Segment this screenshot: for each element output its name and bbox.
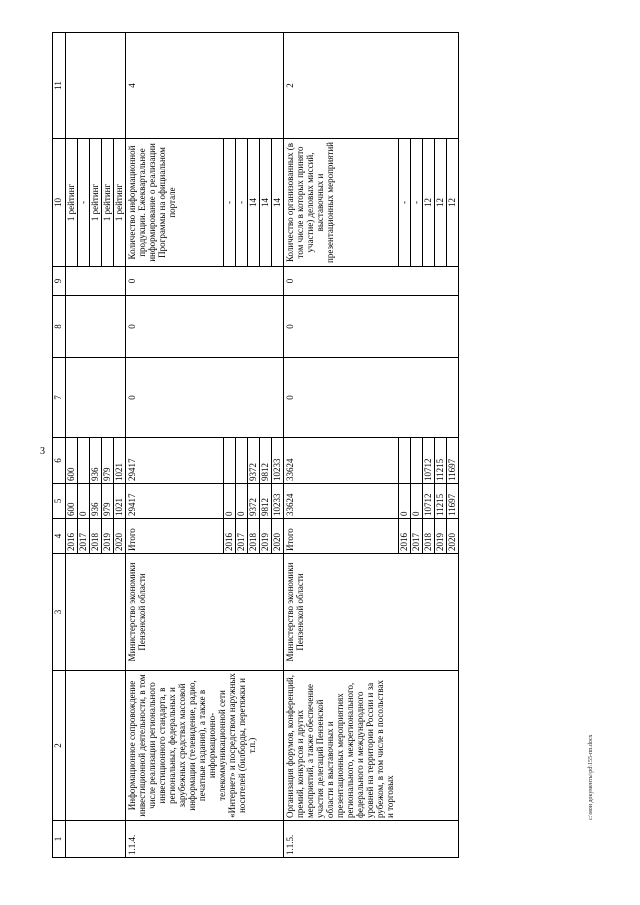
table-cell: 1021 bbox=[114, 484, 126, 519]
table-cell: 11215 bbox=[435, 484, 447, 519]
table-cell: 2 bbox=[284, 33, 459, 139]
col-header: 2 bbox=[53, 671, 66, 821]
table-cell: 0 bbox=[411, 484, 423, 519]
table-cell: 979 bbox=[102, 438, 114, 484]
table-cell: 12 bbox=[423, 139, 435, 267]
total-label: Итого bbox=[126, 519, 224, 554]
year-cell: 2017 bbox=[411, 519, 423, 554]
table-cell: 29417 bbox=[126, 484, 224, 519]
year-cell: 2019 bbox=[102, 519, 114, 554]
year-cell: 2016 bbox=[399, 519, 411, 554]
table-cell: 11215 bbox=[435, 438, 447, 484]
col-header: 1 bbox=[53, 821, 66, 858]
table-cell: 14 bbox=[248, 139, 260, 267]
table-cell: 600 bbox=[66, 484, 78, 519]
page-number: 3 bbox=[40, 446, 45, 457]
item-number: 1.1.4. bbox=[126, 821, 284, 858]
table-cell: - bbox=[411, 139, 423, 267]
table-cell: 979 bbox=[102, 484, 114, 519]
col-header: 8 bbox=[53, 296, 66, 358]
rotated-table-wrapper bbox=[52, 33, 580, 858]
table-cell bbox=[66, 33, 126, 139]
table-cell bbox=[66, 358, 126, 438]
year-cell: 2020 bbox=[114, 519, 126, 554]
program-table bbox=[52, 32, 459, 858]
total-label: Итого bbox=[284, 519, 399, 554]
col-header: 10 bbox=[53, 139, 66, 267]
table-cell: 1021 bbox=[114, 438, 126, 484]
table-cell bbox=[236, 438, 248, 484]
year-cell: 2019 bbox=[435, 519, 447, 554]
table-cell: 9812 bbox=[260, 484, 272, 519]
col-header: 11 bbox=[53, 33, 66, 139]
year-cell: 2017 bbox=[78, 519, 90, 554]
table-row bbox=[66, 33, 78, 858]
table-cell: 10712 bbox=[423, 484, 435, 519]
column-number-header-row bbox=[53, 33, 66, 858]
table-row bbox=[126, 33, 224, 858]
table-cell: 0 bbox=[284, 267, 459, 296]
col-header: 6 bbox=[53, 438, 66, 484]
table-cell: 9372 bbox=[248, 438, 260, 484]
table-cell: - bbox=[224, 139, 236, 267]
executor: Министерство экономики Пензенской области bbox=[126, 554, 284, 671]
table-cell: 1 рейтинг bbox=[66, 139, 78, 267]
table-cell: 0 bbox=[126, 296, 284, 358]
executor: Министерство экономики Пензенской области bbox=[284, 554, 459, 671]
table-cell bbox=[224, 438, 236, 484]
table-cell: 0 bbox=[284, 296, 459, 358]
table-cell: 11697 bbox=[447, 484, 459, 519]
table-cell: 0 bbox=[224, 484, 236, 519]
table-cell: 9812 bbox=[260, 438, 272, 484]
table-cell: 12 bbox=[447, 139, 459, 267]
year-cell: 2018 bbox=[90, 519, 102, 554]
col-header: 3 bbox=[53, 554, 66, 671]
table-cell bbox=[66, 554, 126, 671]
table-cell: 0 bbox=[236, 484, 248, 519]
year-cell: 2018 bbox=[248, 519, 260, 554]
table-cell: 10712 bbox=[423, 438, 435, 484]
table-cell: 936 bbox=[90, 438, 102, 484]
table-cell: 1 рейтинг bbox=[90, 139, 102, 267]
table-cell: 1 рейтинг bbox=[114, 139, 126, 267]
table-cell bbox=[66, 671, 126, 821]
table-cell: 14 bbox=[260, 139, 272, 267]
table-cell bbox=[66, 821, 126, 858]
table-cell bbox=[411, 438, 423, 484]
table-cell bbox=[78, 438, 90, 484]
table-cell: 11697 bbox=[447, 438, 459, 484]
year-cell: 2020 bbox=[447, 519, 459, 554]
table-cell: 1 рейтинг bbox=[102, 139, 114, 267]
table-cell: 0 bbox=[284, 358, 459, 438]
year-cell: 2020 bbox=[272, 519, 284, 554]
table-cell: 936 bbox=[90, 484, 102, 519]
table-cell: 29417 bbox=[126, 438, 224, 484]
table-cell: 0 bbox=[126, 358, 284, 438]
indicator-text: Количество организованных (в том числе в которых принято участие) деловых миссий, выставочных и презентационных мероприятий bbox=[284, 139, 399, 267]
table-cell: 600 bbox=[66, 438, 78, 484]
indicator-text: Количество информационной продукции. Ежеквартальное информирование о реализации Программы на официальном портале bbox=[126, 139, 224, 267]
table-cell: 0 bbox=[126, 267, 284, 296]
table-cell: 10233 bbox=[272, 484, 284, 519]
table-cell: 10233 bbox=[272, 438, 284, 484]
year-cell: 2016 bbox=[224, 519, 236, 554]
item-description: Информационное сопровождение инвестиционной деятельности, в том числе реализации регионального инвестиционного стандарта, в региональных, федеральных и зарубежных средствах массовой информации (телевидение, радио, печатные издания), а также в информационно-телекоммуникационной сети «Интернет» и посредством наружных носителей (билборды, перетяжки и т.п.) bbox=[126, 671, 284, 821]
year-cell: 2017 bbox=[236, 519, 248, 554]
file-path-footer: c:\мои документы\pd\155-пп.docx bbox=[588, 734, 594, 820]
table-row bbox=[284, 33, 399, 858]
table-cell: - bbox=[78, 139, 90, 267]
col-header: 9 bbox=[53, 267, 66, 296]
table-cell: 33624 bbox=[284, 438, 399, 484]
table-cell: 33624 bbox=[284, 484, 399, 519]
table-cell: 9372 bbox=[248, 484, 260, 519]
table-cell bbox=[66, 267, 126, 296]
table-cell bbox=[399, 438, 411, 484]
item-description: Организация форумов, конференций, премий, конкурсов и других мероприятий, а также обеспечение участия делегаций Пензенской области в выставочных и презентационных мероприятиях регионального, межрегионального, федерального и международного уровней на территории России и за рубежом, в том числе в посольствах и торговых bbox=[284, 671, 459, 821]
year-cell: 2018 bbox=[423, 519, 435, 554]
year-cell: 2019 bbox=[260, 519, 272, 554]
table-cell: 0 bbox=[399, 484, 411, 519]
col-header: 5 bbox=[53, 484, 66, 519]
item-number: 1.1.5. bbox=[284, 821, 459, 858]
col-header: 7 bbox=[53, 358, 66, 438]
table-cell: 4 bbox=[126, 33, 284, 139]
year-cell: 2016 bbox=[66, 519, 78, 554]
table-cell: - bbox=[236, 139, 248, 267]
table-cell: 0 bbox=[78, 484, 90, 519]
table-cell bbox=[66, 296, 126, 358]
table-cell: - bbox=[399, 139, 411, 267]
col-header: 4 bbox=[53, 519, 66, 554]
table-cell: 12 bbox=[435, 139, 447, 267]
table-cell: 14 bbox=[272, 139, 284, 267]
